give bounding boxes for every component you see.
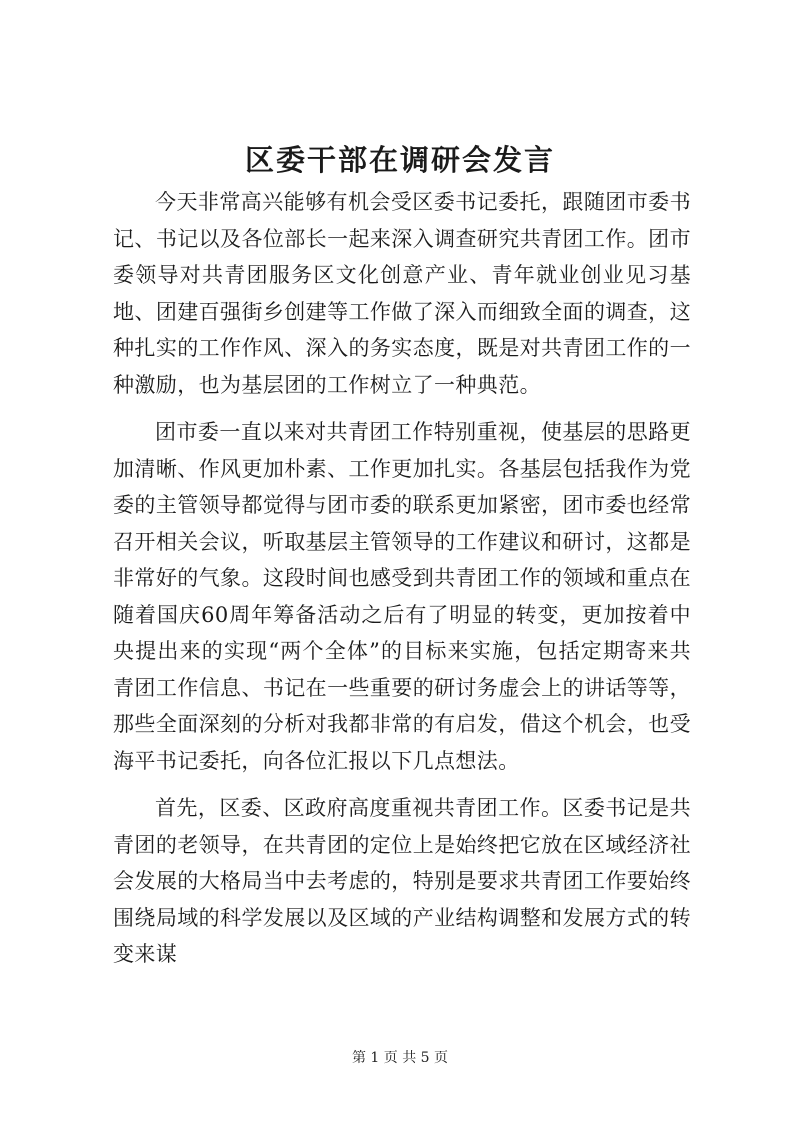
paragraph-3: 首先，区委、区政府高度重视共青团工作。区委书记是共青团的老领导，在共青团的定位上是始终把它放在区域经济社会发展的大格局当中去考虑的，特别是要求共青团工作要始终围绕局域的科学发展以及区域的产业结构调整和发展方式的转变来谋	[113, 796, 691, 966]
document-body	[113, 184, 691, 973]
page-footer: 第 1 页 共 5 页	[351, 1050, 449, 1066]
paragraph-2: 团市委一直以来对共青团工作特别重视，使基层的思路更加清晰、作风更加朴素、工作更加扎实。各基层包括我作为党委的主管领导都觉得与团市委的联系更加紧密，团市委也经常召开相关会议，听取基层主管领导的工作建议和研讨，这都是非常好的气象。这段时间也感受到共青团工作的领域和重点在随着国庆60周年筹备活动之后有了明显的转变，更加按着中央提出来的实现“两个全体”的目标来实施，包括定期寄来共青团工作信息、书记在一些重要的研讨务虚会上的讲话等等，那些全面深刻的分析对我都非常的有启发，借这个机会，也受海平书记委托，向各位汇报以下几点想法。	[113, 420, 691, 773]
paragraph-1: 今天非常高兴能够有机会受区委书记委托，跟随团市委书记、书记以及各位部长一起来深入调查研究共青团工作。团市委领导对共青团服务区文化创意产业、青年就业创业见习基地、团建百强街乡创建等工作做了深入而细致全面的调查，这种扎实的工作作风、深入的务实态度，既是对共青团工作的一种激励，也为基层团的工作树立了一种典范。	[113, 190, 691, 397]
document-title: 区委干部在调研会发言	[244, 143, 555, 177]
